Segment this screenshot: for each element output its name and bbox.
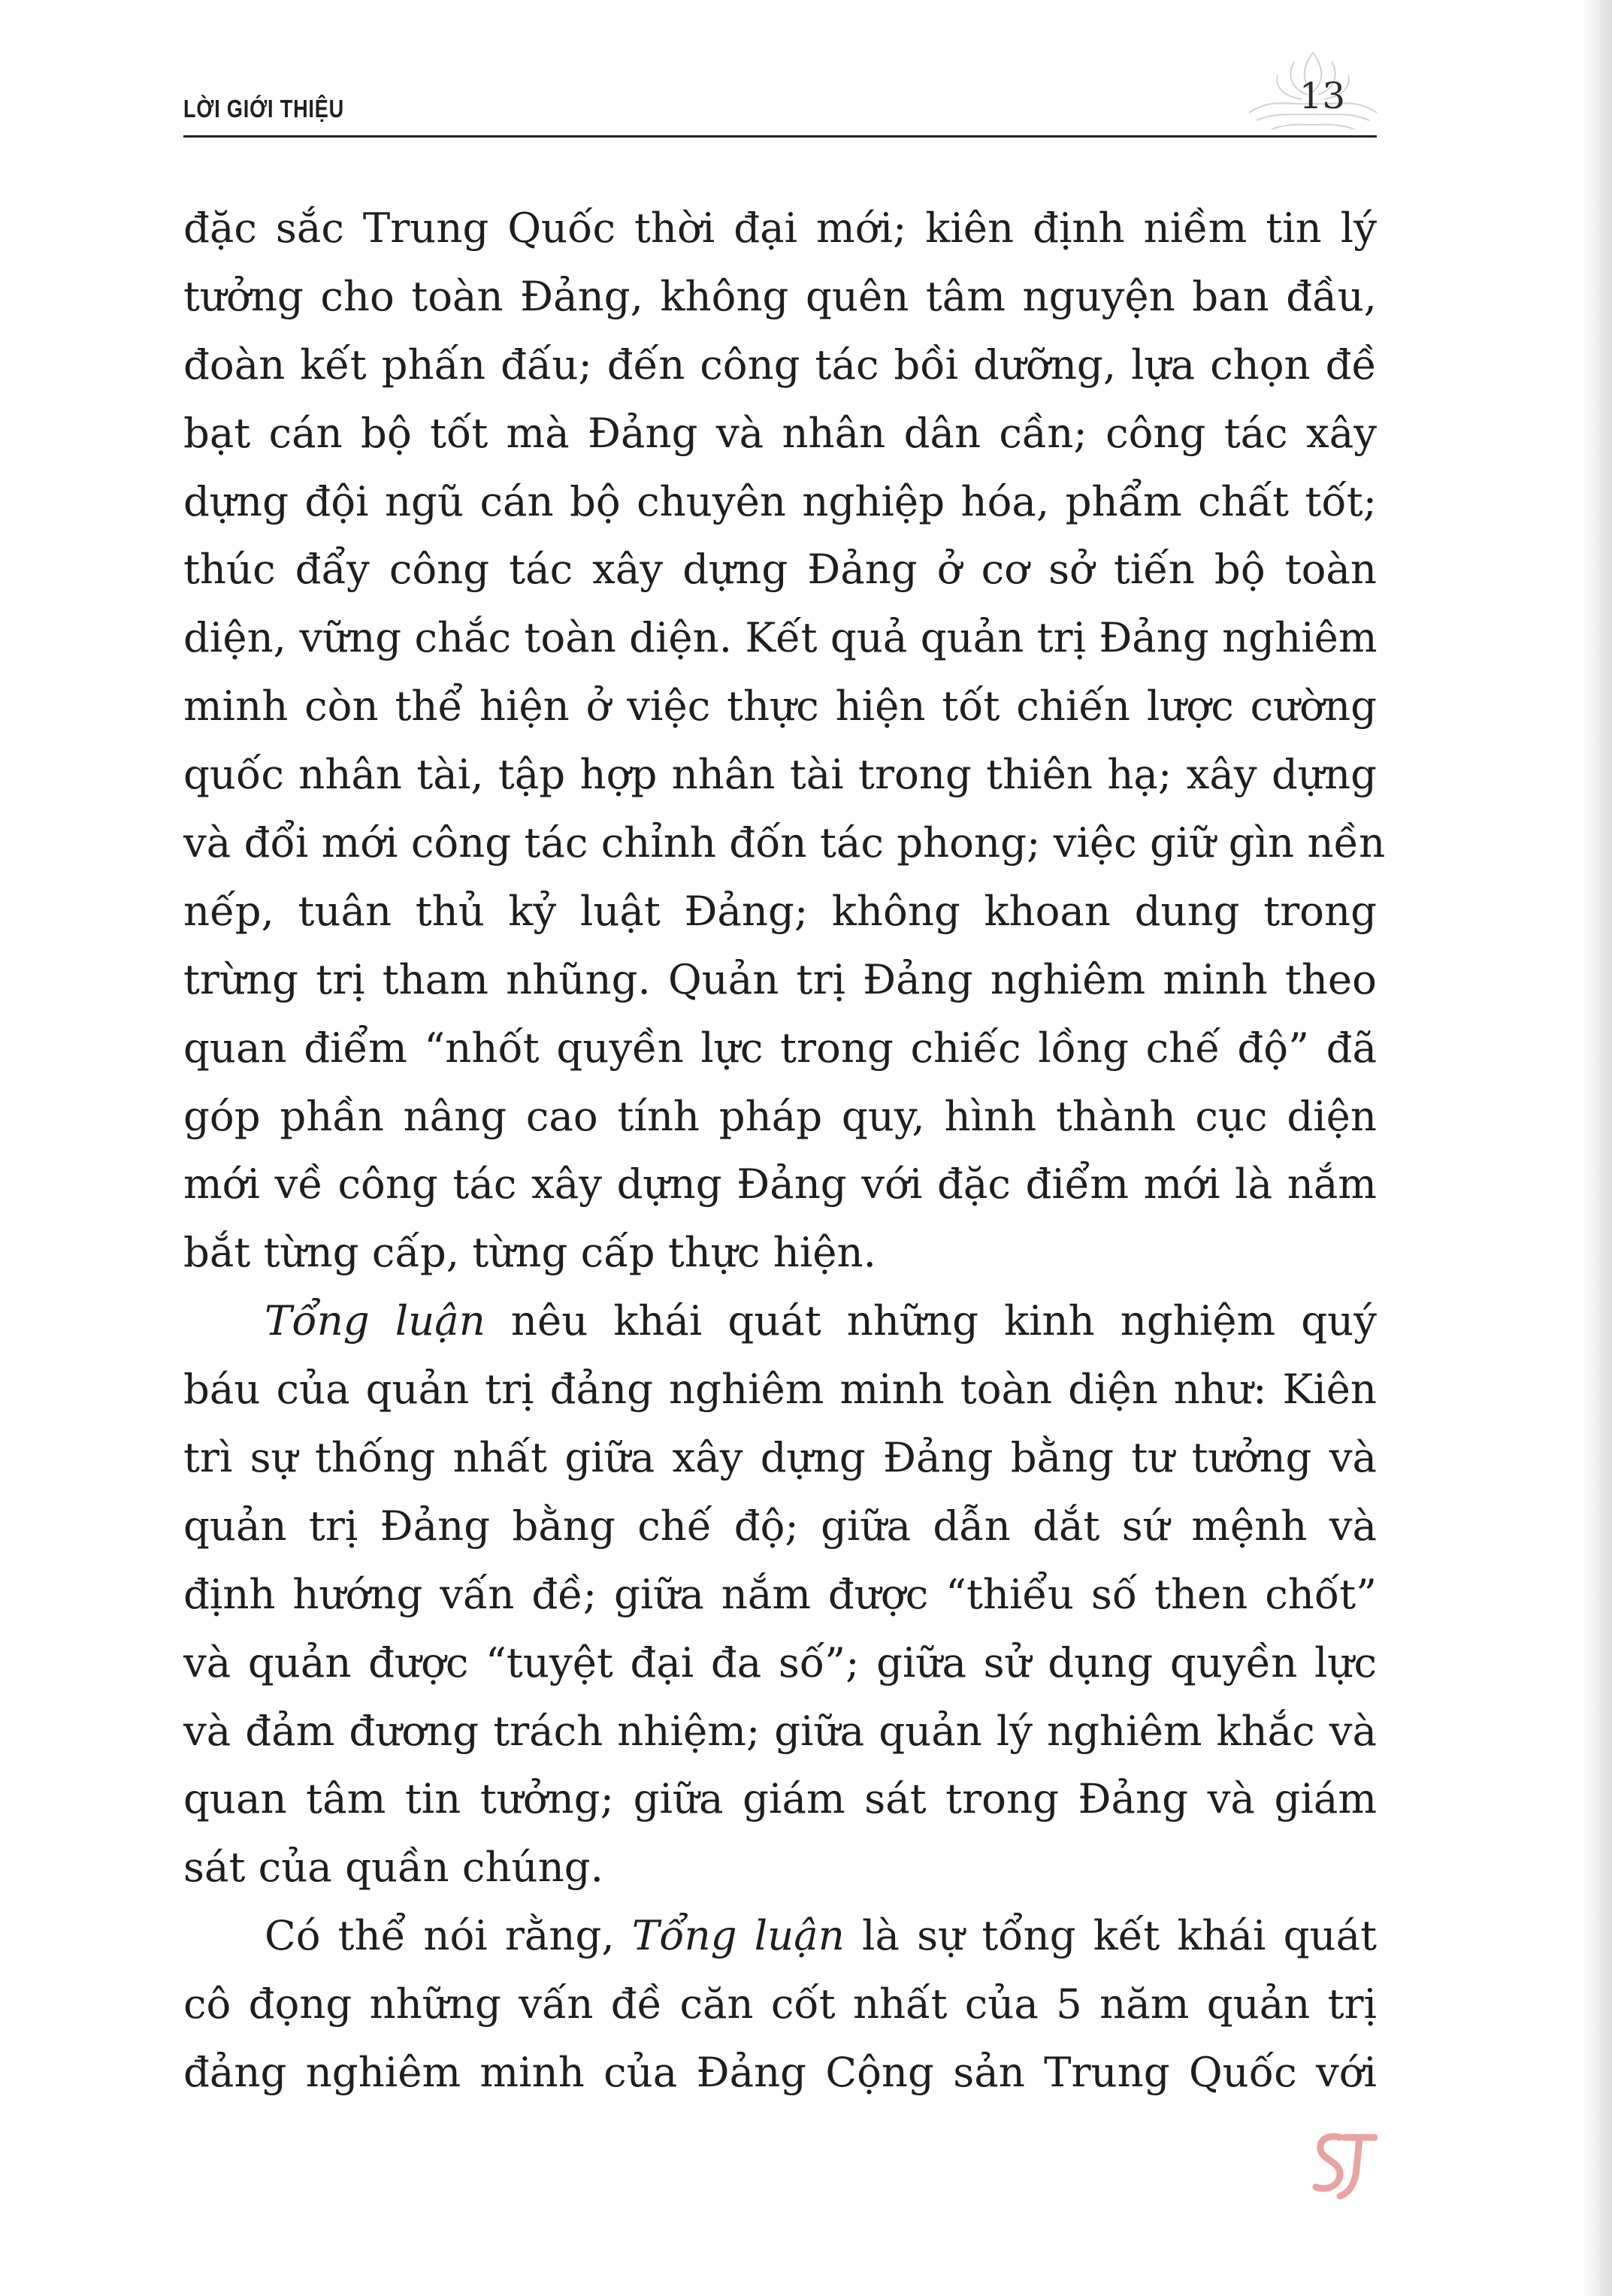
text-line: đặc sắc Trung Quốc thời đại mới; kiên định niềm tin lý: [183, 204, 1377, 252]
text-line: góp phần nâng cao tính pháp quy, hình thành cục diện: [183, 1091, 1377, 1140]
running-title: LỜI GIỚI THIỆU: [183, 95, 344, 123]
italic-term: Tổng luận: [265, 1296, 485, 1345]
header-rule: [183, 135, 1377, 138]
page-header: [183, 45, 1377, 140]
text-line: quan điểm “nhốt quyền lực trong chiếc lồng chế độ” đã: [183, 1023, 1377, 1072]
text-run: nêu khái quát những kinh nghiệm quý: [485, 1296, 1377, 1345]
text-line: đảng nghiêm minh của Đảng Cộng sản Trung Quốc với: [183, 2048, 1377, 2097]
text-line: bạt cán bộ tốt mà Đảng và nhân dân cần; công tác xây: [183, 408, 1377, 457]
body-text: [183, 194, 1386, 2107]
text-line: quốc nhân tài, tập hợp nhân tài trong thiên hạ; xây dựng: [183, 750, 1377, 799]
text-line: [183, 1287, 1377, 1355]
text-line: diện, vững chắc toàn diện. Kết quả quản trị Đảng nghiêm: [183, 613, 1378, 662]
text-run: Có thể nói rằng,: [265, 1911, 632, 1960]
page-number: 13: [1299, 75, 1345, 117]
text-line: quan tâm tin tưởng; giữa giám sát trong Đảng và giám: [183, 1774, 1377, 1823]
text-line: cô đọng những vấn đề căn cốt nhất của 5 năm quản trị: [183, 1980, 1377, 2028]
italic-term: Tổng luận: [631, 1911, 845, 1960]
text-line: báu của quản trị đảng nghiêm minh toàn diện như: Kiên: [183, 1365, 1377, 1414]
text-line: sát của quần chúng.: [183, 1843, 603, 1892]
text-line: và quản được “tuyệt đại đa số”; giữa sử dụng quyền lực: [183, 1638, 1377, 1686]
text-line: trì sự thống nhất giữa xây dựng Đảng bằng tư tưởng và: [183, 1433, 1377, 1482]
text-line: nếp, tuân thủ kỷ luật Đảng; không khoan dung trong: [183, 886, 1377, 935]
text-line: dựng đội ngũ cán bộ chuyên nghiệp hóa, phẩm chất tốt;: [183, 476, 1377, 525]
text-line: minh còn thể hiện ở việc thực hiện tốt chiến lược cường: [183, 682, 1377, 731]
text-line: thúc đẩy công tác xây dựng Đảng ở cơ sở tiến bộ toàn: [183, 545, 1377, 594]
text-line: trừng trị tham nhũng. Quản trị Đảng nghiêm minh theo: [183, 954, 1377, 1003]
text-line: bắt từng cấp, từng cấp thực hiện.: [183, 1228, 876, 1277]
text-run: là sự tổng kết khái quát: [844, 1911, 1377, 1960]
text-line: tưởng cho toàn Đảng, không quên tâm nguyện ban đầu,: [183, 271, 1377, 320]
text-line: đoàn kết phấn đấu; đến công tác bồi dưỡng, lựa chọn đề: [183, 340, 1377, 389]
text-line: quản trị Đảng bằng chế độ; giữa dẫn dắt sứ mệnh và: [183, 1501, 1377, 1550]
text-line: mới về công tác xây dựng Đảng với đặc điểm mới là nắm: [183, 1160, 1377, 1209]
st-publisher-logo-icon: [1310, 2127, 1378, 2201]
text-line: định hướng vấn đề; giữa nắm được “thiểu số then chốt”: [183, 1569, 1377, 1618]
text-line: và đổi mới công tác chỉnh đốn tác phong; việc giữ gìn nền: [183, 818, 1386, 867]
text-line: [183, 1901, 1377, 1970]
text-line: và đảm đương trách nhiệm; giữa quản lý nghiêm khắc và: [183, 1706, 1377, 1755]
page-edge-shadow: [1582, 0, 1612, 2296]
